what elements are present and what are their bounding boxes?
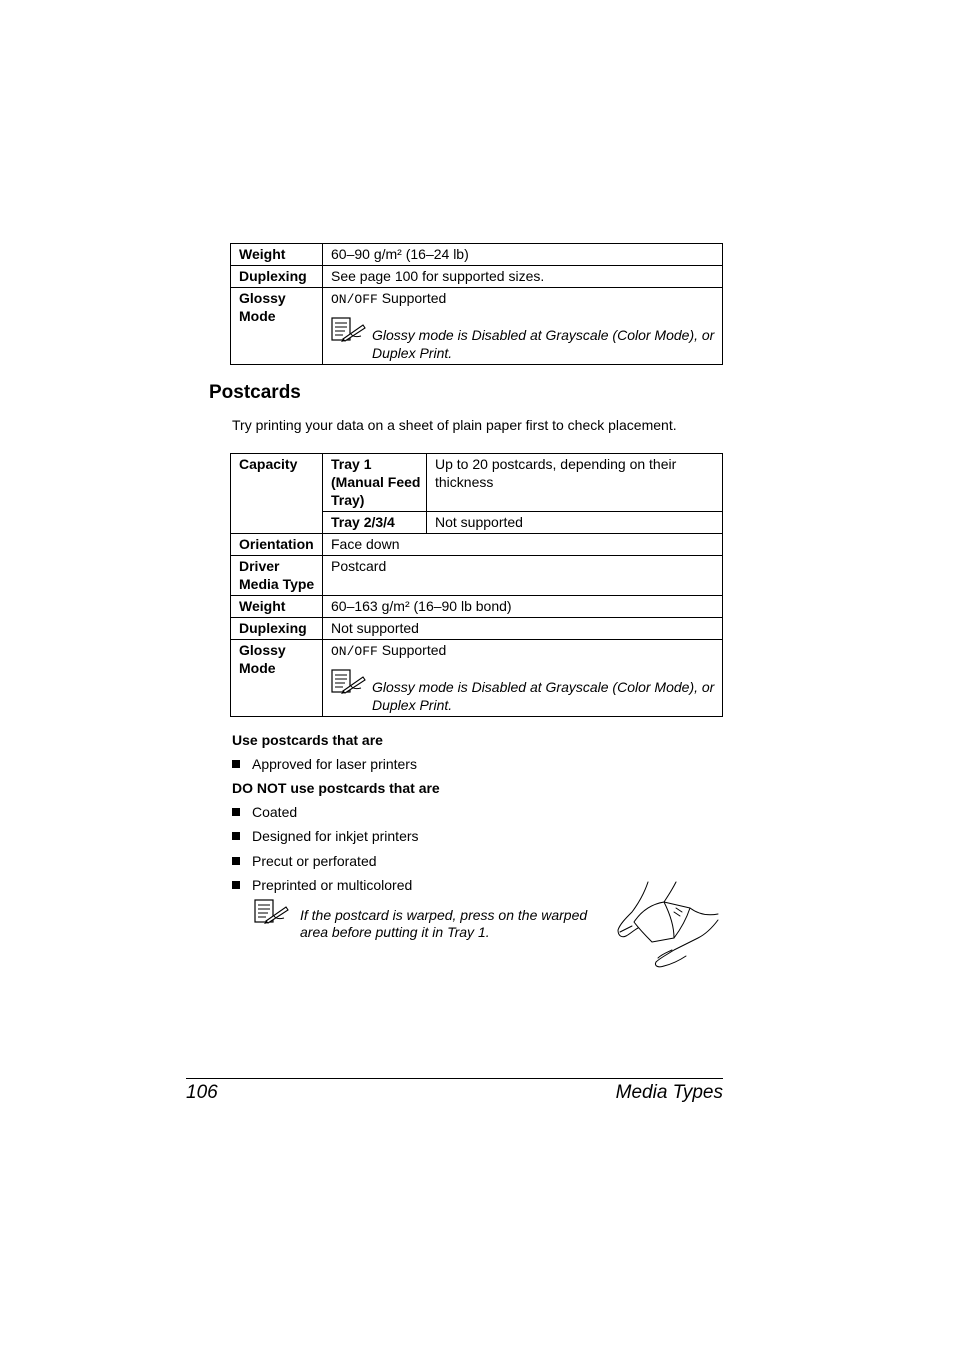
glossy-note: [331, 317, 718, 362]
tray1-value: Up to 20 postcards, depending on their thickness: [427, 454, 723, 512]
glossy-cell: [323, 288, 723, 365]
section-title: Postcards: [209, 382, 301, 403]
chapter-title: Media Types: [615, 1082, 723, 1103]
page-number: 106: [186, 1082, 218, 1103]
table-row: [231, 618, 723, 640]
list-item: Preprinted or multicolored: [232, 876, 412, 894]
bullet-square-icon: [232, 832, 240, 840]
note-icon: [254, 899, 290, 925]
duplexing-label: Duplexing: [231, 618, 323, 640]
weight-value: 60–163 g/m² (16–90 lb bond): [323, 596, 723, 618]
tray234-label: Tray 2/3/4: [323, 512, 427, 534]
driver-label: Driver Media Type: [231, 556, 323, 596]
hands-postcard-illustration: [612, 880, 724, 970]
warp-note-text: If the postcard is warped, press on the warped area before putting it in Tray 1.: [300, 907, 588, 940]
table-row: [231, 534, 723, 556]
glossy-note-text: Glossy mode is Disabled at Grayscale (Color Mode), or Duplex Print.: [372, 327, 715, 361]
tray1-label: Tray 1 (Manual Feed Tray): [323, 454, 427, 512]
driver-value: Postcard: [323, 556, 723, 596]
glossy-supported: Supported: [377, 290, 447, 306]
note-icon: [331, 317, 367, 343]
table-row: [231, 288, 723, 365]
glossy-supported: Supported: [377, 642, 447, 658]
use-heading: Use postcards that are: [232, 732, 383, 748]
weight-value: 60–90 g/m² (16–24 lb): [323, 244, 723, 266]
note-icon: [331, 669, 367, 695]
glossy-label: Glossy Mode: [231, 640, 323, 717]
glossy-label: Glossy Mode: [231, 288, 323, 365]
weight-label: Weight: [231, 244, 323, 266]
bullet-square-icon: [232, 857, 240, 865]
glossy-note-text: Glossy mode is Disabled at Grayscale (Color Mode), or Duplex Print.: [372, 679, 715, 713]
orientation-label: Orientation: [231, 534, 323, 556]
bullet-square-icon: [232, 808, 240, 816]
table-row: [231, 556, 723, 596]
bullet-square-icon: [232, 760, 240, 768]
glossy-note: [331, 669, 718, 714]
table-row: [231, 266, 723, 288]
table-row: [231, 596, 723, 618]
duplexing-value: See page 100 for supported sizes.: [323, 266, 723, 288]
bullet-square-icon: [232, 881, 240, 889]
list-item: Precut or perforated: [232, 852, 377, 870]
duplexing-label: Duplexing: [231, 266, 323, 288]
glossy-code: ON/OFF: [331, 292, 378, 307]
top-spec-table: [230, 243, 723, 365]
table-row: [231, 640, 723, 717]
table-row: [231, 454, 723, 512]
list-item: Designed for inkjet printers: [232, 827, 419, 845]
capacity-label: Capacity: [231, 454, 323, 534]
tray234-value: Not supported: [427, 512, 723, 534]
glossy-code: ON/OFF: [331, 644, 378, 659]
footer-rule: [186, 1078, 723, 1079]
orientation-value: Face down: [323, 534, 723, 556]
list-item: Coated: [232, 803, 297, 821]
intro-text: Try printing your data on a sheet of plain paper first to check placement.: [232, 417, 677, 433]
postcard-spec-table: [230, 453, 723, 717]
table-row: [231, 244, 723, 266]
list-item: Approved for laser printers: [232, 755, 417, 773]
donot-heading: DO NOT use postcards that are: [232, 780, 440, 796]
duplexing-value: Not supported: [323, 618, 723, 640]
glossy-cell: [323, 640, 723, 717]
weight-label: Weight: [231, 596, 323, 618]
